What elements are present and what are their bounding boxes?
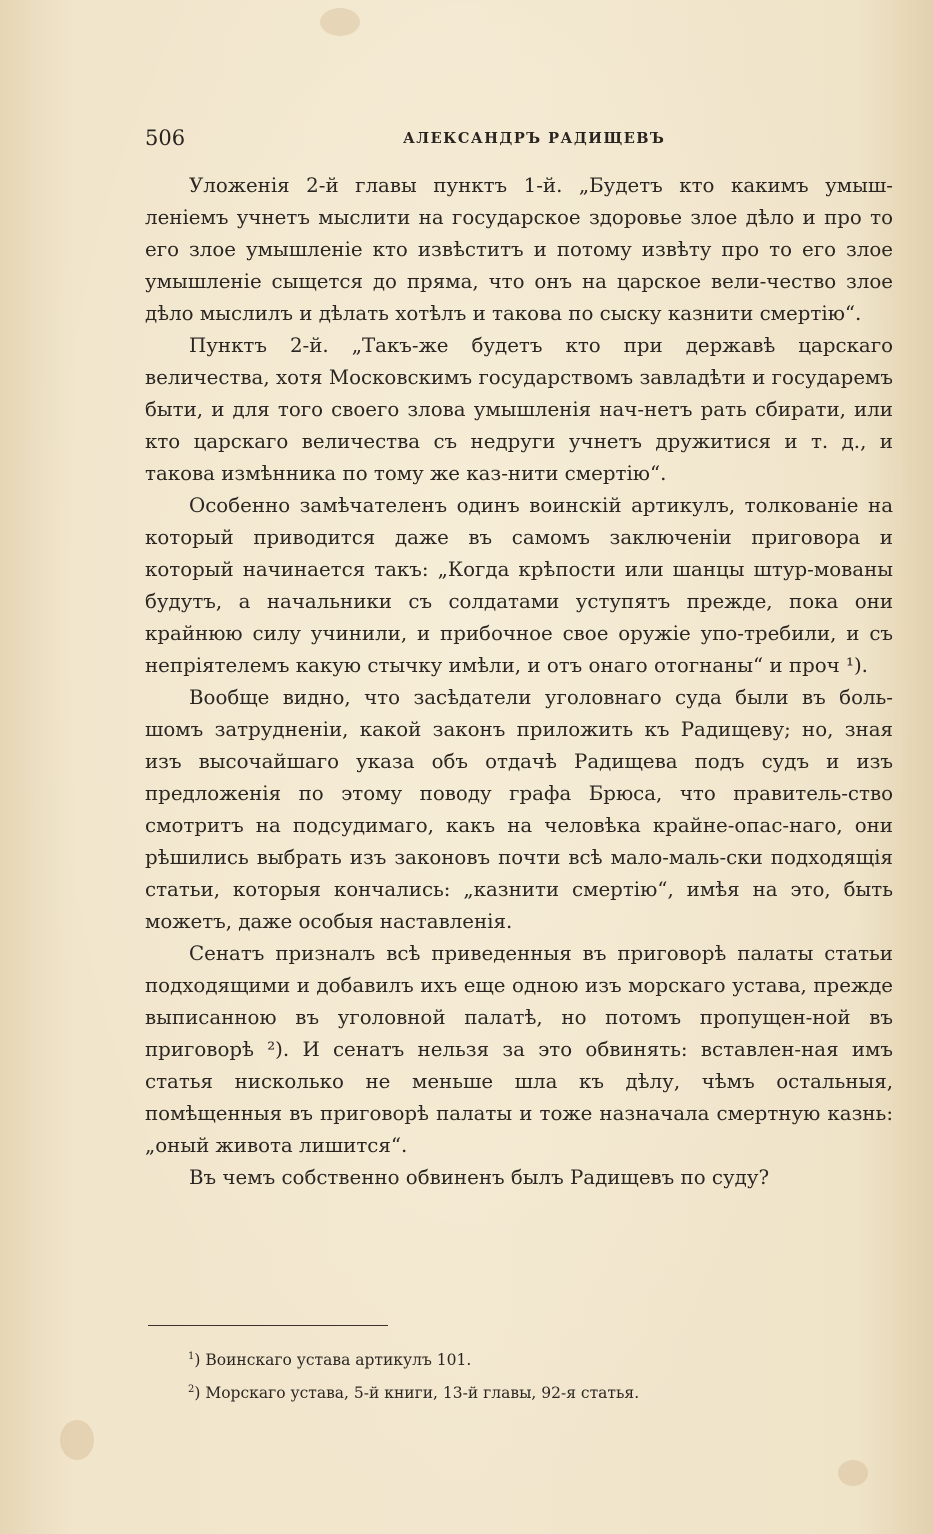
paragraph: Уложенія 2-й главы пунктъ 1-й. „Будетъ кто какимъ умыш-ленiемъ учнетъ мыслити на государское здоровье злое дѣло и про то его злое умышленіе кто извѣститъ и потому извѣту про то его злое умышленіе сыщется до пряма, что онъ на царское вели-чество злое дѣло мыслилъ и дѣлать хотѣлъ и такова по сыску казнити смертію“.: [145, 174, 893, 325]
page-number: 506: [145, 126, 186, 150]
paragraph: Особенно замѣчателенъ одинъ воинскій артикулъ, толкованіе на который приводится даже въ самомъ заключенiи приговора и который начинается такъ: „Когда крѣпости или шанцы штур-мованы будутъ, а начальники съ солдатами уступятъ прежде, пока они крайнюю силу учинили, и прибочное свое оружіе упо-требили, и съ непріятелемъ какую стычку имѣли, и отъ онаго отогнаны“ и проч ¹).: [145, 494, 893, 677]
footnote-mark: 1: [188, 1351, 195, 1362]
footnote-text: ) Морскаго устава, 5-й книги, 13-й главы, 92-я статья.: [194, 1384, 640, 1403]
paper-stain: [320, 8, 360, 36]
paragraph: Пунктъ 2-й. „Такъ-же будетъ кто при державѣ царскаго величества, хотя Московскимъ государствомъ завладѣти и государемъ быти, и для того своего злова умышленія нач-нетъ рать сбирати, или кто царскаго величества съ недруги учнетъ дружитися и т. д., и такова измѣнника по тому же каз-нити смертію“.: [145, 334, 893, 485]
body-text: [145, 170, 893, 1194]
running-title: АЛЕКСАНДРЪ РАДИЩЕВЪ: [403, 130, 666, 147]
footnote-mark: 2: [188, 1384, 195, 1396]
footnote: [188, 1342, 838, 1375]
footnote-text: ) Воинскаго устава артикулъ 101.: [194, 1351, 472, 1370]
footnote-divider: [148, 1325, 388, 1326]
footnotes: [188, 1342, 838, 1408]
paragraph: Вообще видно, что засѣдатели уголовнаго суда были въ боль-шомъ затрудненiи, какой законъ приложить къ Радищеву; но, зная изъ высочайшаго указа объ отдачѣ Радищева подъ судъ и изъ предложенія по этому поводу графа Брюса, что правитель-ство смотритъ на подсудимаго, какъ на человѣка крайне-опас-наго, они рѣшились выбрать изъ законовъ почти всѣ мало-маль-ски подходящія статьи, которыя кончались: „казнити смертію“, имѣя на это, быть можетъ, даже особыя наставленія.: [145, 686, 893, 933]
paper-stain: [60, 1420, 94, 1460]
paragraph: Сенатъ призналъ всѣ приведенныя въ приговорѣ палаты статьи подходящими и добавилъ ихъ еще одною изъ морскаго устава, прежде выписанною въ уголовной палатѣ, но потомъ пропущен-ной въ приговорѣ ²). И сенатъ нельзя за это обвинять: вставлен-ная имъ статья нисколько не меньше шла къ дѣлу, чѣмъ остальныя, помѣщенныя въ приговорѣ палаты и тоже назначала смертную казнь: „оный живота лишится“.: [145, 942, 893, 1157]
page-header: [145, 126, 815, 156]
paragraph: Въ чемъ собственно обвиненъ былъ Радищевъ по суду?: [189, 1166, 770, 1189]
paper-stain: [838, 1460, 868, 1486]
footnote: [188, 1375, 838, 1408]
